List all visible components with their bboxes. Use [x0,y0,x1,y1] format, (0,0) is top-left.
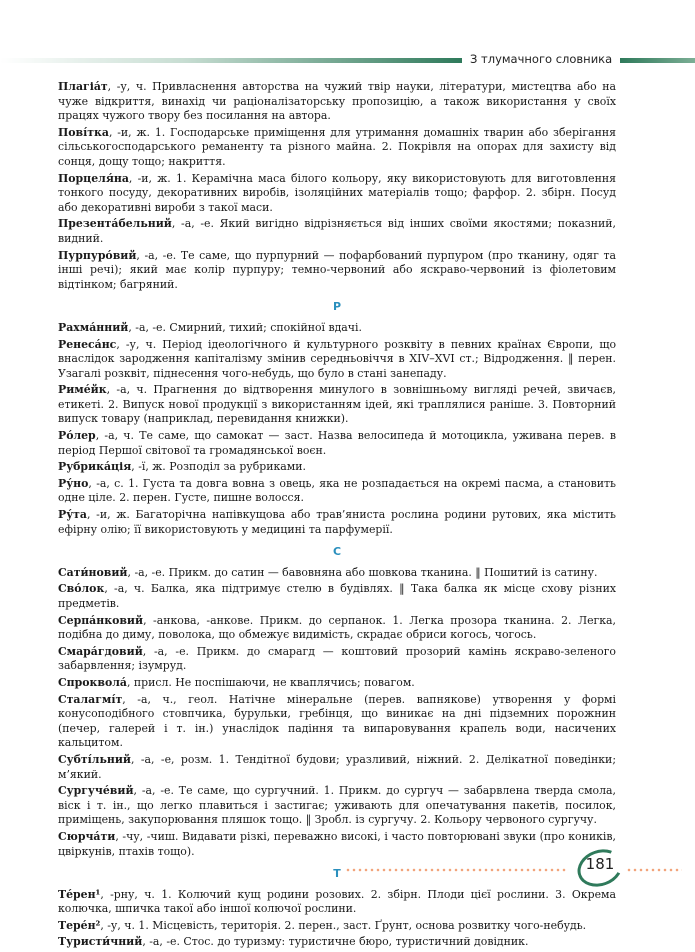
dictionary-entry [58,693,616,751]
dictionary-entry [58,321,616,336]
entry-definition: , -а, ч., геол. Натічне мінеральне (перев. вапнякове) утворення у формі конусоподібного стовпчика, бурульки, гребінця, що виникає на дні підземних порожнин (печер, галерей і т. ін.) унаслідок падіння та випаровування крапель води, насичених кальцитом. [58,692,616,750]
entry-definition: , -рну, ч. 1. Колючий кущ родини розових. 2. збірн. Плоди цієї рослини. 3. Окрема колючка, шпичка такої або іншої колючої рослини. [58,887,616,916]
dictionary-entry [58,338,616,382]
dictionary-entry [58,508,616,537]
entry-headword: Сталагмі́т [58,692,123,706]
dictionary-entry [58,582,616,611]
entry-definition: , -а, ч. Прагнення до відтворення минулого в зовнішньому вигляді речей, звичаєв, етикеті. 2. Випуск нової продукції з використанням ідей, які траплялися раніше. 3. Повторний випуск товару (наприклад, перевидання книжки). [58,383,616,426]
dictionary-entry [58,888,616,917]
entry-definition: , -у, ч. Період ідеологічного й культурного розквіту в певних країнах Європи, що внаслідок зародження капіталізму змінив середньовіччя в XIV–XVI ст.; Відродження. ‖ перен. Узагалі розквіт, піднесення чого-небудь, що було в стані занепаду. [58,337,616,380]
dictionary-entry [58,217,616,246]
entry-definition: , -и, ж. 1. Господарське приміщення для утримання домашніх тварин або зберігання сільськогосподарського реманенту та різного майна. 2. Покрівля на опорах для захисту від сонця, дощу тощо; накриття. [58,125,616,168]
dictionary-body [58,80,616,952]
entry-definition: , -а, -е. Те саме, що пурпурний — пофарбований пурпуром (про тканину, одяг та інші речі); який має колір пурпуру; темно-червоний або яскраво-червоний із фіолетовим відтінком; багряний. [58,248,616,291]
dictionary-entry [58,753,616,782]
entry-headword: Те́рен¹ [58,887,101,901]
entry-headword: Ро́лер [58,429,96,443]
dictionary-entry [58,566,616,581]
section-letter: С [332,545,342,559]
entry-definition: , -а, -е. Стос. до туризму: туристичне бюро, туристичний довідник. [142,935,529,949]
entry-headword: Риме́йк [58,383,107,397]
dictionary-entry [58,429,616,458]
entry-headword: Серпа́нковий [58,613,144,627]
header-rule-left [0,58,462,63]
entry-definition: , -и, ж. 1. Керамічна маса білого кольору, яку використовують для виготовлення тонкого посуду, декоративних виробів, ізоляційних матеріалів тощо; фарфор. 2. збірн. Посуд або декоративні вироби з такої маси. [58,171,616,214]
dictionary-entry [58,919,616,934]
entry-definition: , -чу, -чиш. Видавати різкі, переважно високі, і часто повторювані звуки (про коників, цвіркунів, птахів тощо). [58,829,616,858]
entry-headword: Спроквола́ [58,675,127,689]
entry-headword: Ру́но [58,476,89,490]
entry-headword: Презента́бельний [58,217,172,231]
footer-dots [345,868,567,872]
section-letter: Р [332,300,342,314]
dictionary-entry [58,249,616,293]
entry-headword: Сюрча́ти [58,829,116,843]
entry-headword: Рахма́нний [58,320,129,334]
header-rule-right [620,58,695,63]
section-title: З тлумачного словника [470,52,613,66]
entry-headword: Сво́лок [58,582,105,596]
entry-definition: , -а, -е. Прикм. до сатин — бавовняна або шовкова тканина. ‖ Пошитий із сатину. [127,565,598,579]
entry-definition: , -у, ч. Привласнення авторства на чужий твір науки, літератури, мистецтва або на чуже відкриття, винахід чи раціоналізаторську пропозицію, а також використання у своїх працях чужого твору без посилання на автора. [58,80,616,123]
entry-definition: , -а, с. 1. Густа та довга вовна з овець, яка не розпадається на окремі пасма, а становить одне ціле. 2. перен. Густе, пишне волосся. [58,476,616,505]
entry-headword: Пові́тка [58,125,109,139]
entry-definition: , -а, -е, розм. 1. Тендітної будови; уразливий, ніжний. 2. Делікатної поведінки; м’який. [58,752,616,781]
section-letter: Т [333,867,341,881]
dictionary-entry [58,645,616,674]
dictionary-entry [58,935,616,950]
page-number: 181 [585,855,615,873]
footer-dots-right [626,868,682,872]
entry-headword: Сургуче́вий [58,784,134,798]
entry-definition: , -у, ч. 1. Місцевість, територія. 2. перен., заст. Ґрунт, основа розвитку чого-небудь. [100,918,587,932]
entry-headword: Рубрика́ція [58,460,132,474]
entry-headword: Ру́та [58,508,87,522]
dictionary-entry [58,830,616,859]
entry-definition: , -а, -е. Який вигідно відрізняється від інших своїми якостями; показний, видний. [58,217,616,245]
dictionary-entry [58,383,616,427]
entry-definition: , -а, -е. Те саме, що сургучний. 1. Прикм. до сургуч — забарвлена тверда смола, віск і т. ін., що легко плавиться і застигає; уживають для опечатування пакетів, посилок, приміщень, закупорювання пляшок тощо. ‖ Зробл. із сургучу. 2. Кольору червоного сургучу. [58,784,616,827]
dictionary-entry [58,126,616,170]
entry-headword: Тере́н² [58,918,101,932]
entry-definition: , -анкова, -анкове. Прикм. до серпанок. 1. Легка прозора тканина. 2. Легка, подібна до диму, поволока, що обмежує видимість, скрадає обриси когось, чогось. [58,613,616,642]
entry-headword: Пурпуро́вий [58,248,137,262]
entry-headword: Сати́новий [58,565,128,579]
dictionary-entry [58,477,616,506]
entry-definition: , присл. Не поспішаючи, не кваплячись; повагом. [126,675,415,689]
entry-definition: , -а, ч. Балка, яка підтримує стелю в будівлях. ‖ Така балка як місце схову різних предметів. [58,582,616,610]
entry-definition: , -а, -е. Смирний, тихий; спокійної вдачі. [128,320,362,334]
entry-headword: Порцеля́на [58,171,129,185]
dictionary-entry [58,676,616,691]
entry-headword: Плагіа́т [58,80,108,93]
dictionary-entry [58,80,616,124]
entry-definition: , -ї, ж. Розподіл за рубриками. [131,460,306,474]
dictionary-entry [58,460,616,475]
entry-headword: Туристи́чний [58,935,143,949]
dictionary-entry [58,172,616,216]
entry-headword: Субті́льний [58,752,131,766]
entry-headword: Смара́гдовий [58,644,143,658]
entry-definition: , -а, -е. Прикм. до смарагд — коштовий прозорий камінь яскраво-зеленого забарвлення; ізумруд. [58,644,616,673]
entry-definition: , -а, ч. Те саме, що самокат — заст. Назва велосипеда й мотоцикла, уживана перев. в період Першої світової та громадянської воєн. [58,429,616,457]
entry-headword: Ренеса́нс [58,337,117,351]
entry-definition: , -и, ж. Багаторічна напівкущова або трав’яниста рослина родини рутових, яка містить ефірну олію; її використовують у медицині та парфумерії. [58,508,616,536]
dictionary-entry [58,784,616,828]
dictionary-entry [58,614,616,643]
